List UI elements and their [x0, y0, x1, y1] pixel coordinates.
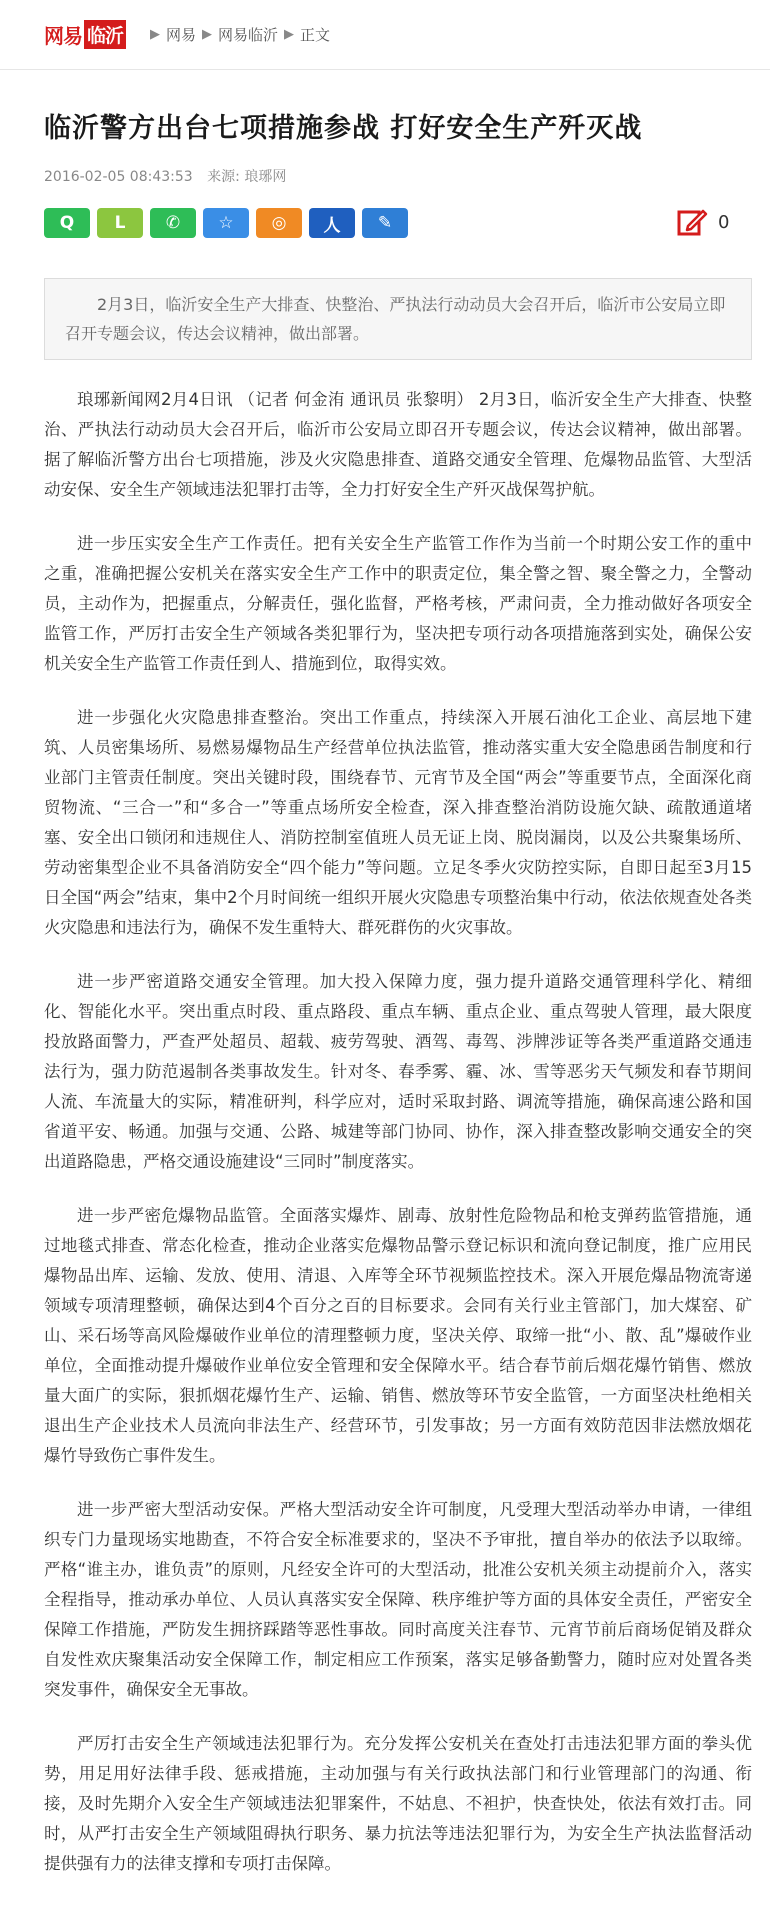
weibo-icon: ◎	[271, 213, 287, 233]
renren-icon: 人	[323, 215, 341, 236]
wechat-icon: ✆	[165, 213, 181, 233]
article-paragraph: 进一步严密危爆物品监管。全面落实爆炸、剧毒、放射性危险物品和枪支弹药监管措施，通过地毯式排查、常态化检查，推动企业落实危爆物品警示登记标识和流向登记制度，推广应用民爆物品出库、运输、发放、使用、清退、入库等全环节视频监控技术。深入开展危爆品物流寄递领域专项清理整顿，确保达到4个百分之百的目标要求。会同有关行业主管部门，加大煤窑、矿山、采石场等高风险爆破作业单位的清理整顿力度，坚决关停、取缔一批“小、散、乱”爆破作业单位，全面推动提升爆破作业单位安全管理和安全保障水平。结合春节前后烟花爆竹销售、燃放量大面广的实际，狠抓烟花爆竹生产、运输、销售、燃放等环节安全监管，一方面坚决杜绝相关退出生产企业技术人员流向非法生产、经营环节，引发事故；另一方面有效防范因非法燃放烟花爆竹导致伤亡事件发生。	[44, 1206, 752, 1465]
article-meta	[44, 166, 286, 186]
logo-linyi-text: 临沂	[84, 20, 126, 49]
breadcrumb-item-current: 正文	[300, 26, 331, 44]
comment-link[interactable]	[676, 206, 729, 238]
star-icon: ☆	[218, 213, 234, 233]
article-source[interactable]: 来源: 琅琊网	[207, 169, 287, 185]
laiwang-icon: L	[114, 213, 126, 233]
chevron-right-icon: ▶	[150, 27, 161, 42]
article-body	[44, 385, 752, 1903]
top-nav-bar	[0, 0, 770, 70]
yixin-icon: ✎	[377, 213, 393, 233]
share-wechat-button[interactable]	[150, 208, 196, 238]
share-laiwang-button[interactable]	[97, 208, 143, 238]
publish-datetime: 2016-02-05 08:43:53	[44, 169, 193, 185]
chevron-right-icon: ▶	[284, 27, 295, 42]
article-title: 临沂警方出台七项措施参战 打好安全生产歼灭战	[44, 113, 643, 144]
breadcrumb	[144, 24, 330, 45]
comment-count[interactable]: 0	[718, 211, 730, 233]
article-paragraph: 进一步严密大型活动安保。严格大型活动安全许可制度，凡受理大型活动举办申请，一律组织专门力量现场实地勘查，不符合安全标准要求的，坚决不予审批，擅自举办的依法予以取缔。严格“谁主办，谁负责”的原则，凡经安全许可的大型活动，批准公安机关须主动提前介入，落实全程指导，推动承办单位、人员认真落实安全保障、秩序维护等方面的具体安全责任，严密安全保障工作措施，严防发生拥挤踩踏等恶性事故。同时高度关注春节、元宵节前后商场促销及群众自发性欢庆聚集活动安全保障工作，制定相应工作预案，落实足够备勤警力，随时应对处置各类突发事件，确保安全无事故。	[44, 1500, 752, 1699]
share-bar	[44, 208, 415, 238]
breadcrumb-item-wangyi-linyi[interactable]: 网易临沂	[218, 26, 279, 44]
chevron-right-icon: ▶	[202, 27, 213, 42]
breadcrumb-item-wangyi[interactable]: 网易	[166, 26, 197, 44]
edit-comment-icon	[676, 206, 708, 238]
article-paragraph: 琅琊新闻网2月4日讯 （记者 何金洧 通讯员 张黎明） 2月3日，临沂安全生产大排查、快整治、严执法行动动员大会召开后，临沂市公安局立即召开专题会议，传达会议精神，做出部署。据了解临沂警方出台七项措施，涉及火灾隐患排查、道路交通安全管理、危爆物品监管、大型活动安保、安全生产领域违法犯罪打击等，全力打好安全生产歼灭战保驾护航。	[44, 390, 752, 499]
article-paragraph: 进一步强化火灾隐患排查整治。突出工作重点，持续深入开展石油化工企业、高层地下建筑、人员密集场所、易燃易爆物品生产经营单位执法监管，推动落实重大安全隐患函告制度和行业部门主管责任制度。突出关键时段，围绕春节、元宵节及全国“两会”等重要节点，全面深化商贸物流、“三合一”和“多合一”等重点场所安全检查，深入排查整治消防设施欠缺、疏散通道堵塞、安全出口锁闭和违规住人、消防控制室值班人员无证上岗、脱岗漏岗，以及公共聚集场所、劳动密集型企业不具备消防安全“四个能力”等问题。立足冬季火灾防控实际，自即日起至3月15日全国“两会”结束，集中2个月时间统一组织开展火灾隐患专项整治集中行动，依法依规查处各类火灾隐患和违法行为，确保不发生重特大、群死群伤的火灾事故。	[44, 708, 752, 937]
share-favorite-button[interactable]	[203, 208, 249, 238]
share-yixin-button[interactable]	[362, 208, 408, 238]
logo-wangyi-text: 网易	[44, 24, 82, 48]
article-summary: 2月3日，临沂安全生产大排查、快整治、严执法行动动员大会召开后，临沂市公安局立即召开专题会议，传达会议精神，做出部署。	[44, 278, 752, 360]
article-paragraph: 进一步压实安全生产工作责任。把有关安全生产监管工作作为当前一个时期公安工作的重中之重，准确把握公安机关在落实安全生产工作中的职责定位，集全警之智、聚全警之力，全警动员，主动作为，把握重点，分解责任，强化监督，严格考核，严肃问责，全力推动做好各项安全监管工作，严厉打击安全生产领域各类犯罪行为，坚决把专项行动各项措施落到实处，确保公安机关安全生产监管工作责任到人、措施到位，取得实效。	[44, 534, 752, 673]
qq-zone-icon: Q	[59, 213, 75, 233]
share-qq-zone-button[interactable]	[44, 208, 90, 238]
article-paragraph: 进一步严密道路交通安全管理。加大投入保障力度，强力提升道路交通管理科学化、精细化、智能化水平。突出重点时段、重点路段、重点车辆、重点企业、重点驾驶人管理，最大限度投放路面警力，严查严处超员、超载、疲劳驾驶、酒驾、毒驾、涉牌涉证等各类严重道路交通违法行为，强力防范遏制各类事故发生。针对冬、春季雾、霾、冰、雪等恶劣天气频发和春节期间人流、车流量大的实际，精准研判，科学应对，适时采取封路、调流等措施，确保高速公路和国省道平安、畅通。加强与交通、公路、城建等部门协同、协作，深入排查整改影响交通安全的突出道路隐患，严格交通设施建设“三同时”制度落实。	[44, 972, 752, 1171]
site-logo[interactable]	[44, 20, 126, 49]
share-weibo-button[interactable]	[256, 208, 302, 238]
share-renren-button[interactable]	[309, 208, 355, 238]
article-paragraph: 严厉打击安全生产领域违法犯罪行为。充分发挥公安机关在查处打击违法犯罪方面的拳头优势，用足用好法律手段、惩戒措施，主动加强与有关行政执法部门和行业管理部门的沟通、衔接，及时先期介入安全生产领域违法犯罪案件，不姑息、不袒护，快查快处，依法有效打击。同时，从严打击安全生产领域阻碍执行职务、暴力抗法等违法犯罪行为，为安全生产执法监督活动提供强有力的法律支撑和专项打击保障。	[44, 1734, 752, 1873]
